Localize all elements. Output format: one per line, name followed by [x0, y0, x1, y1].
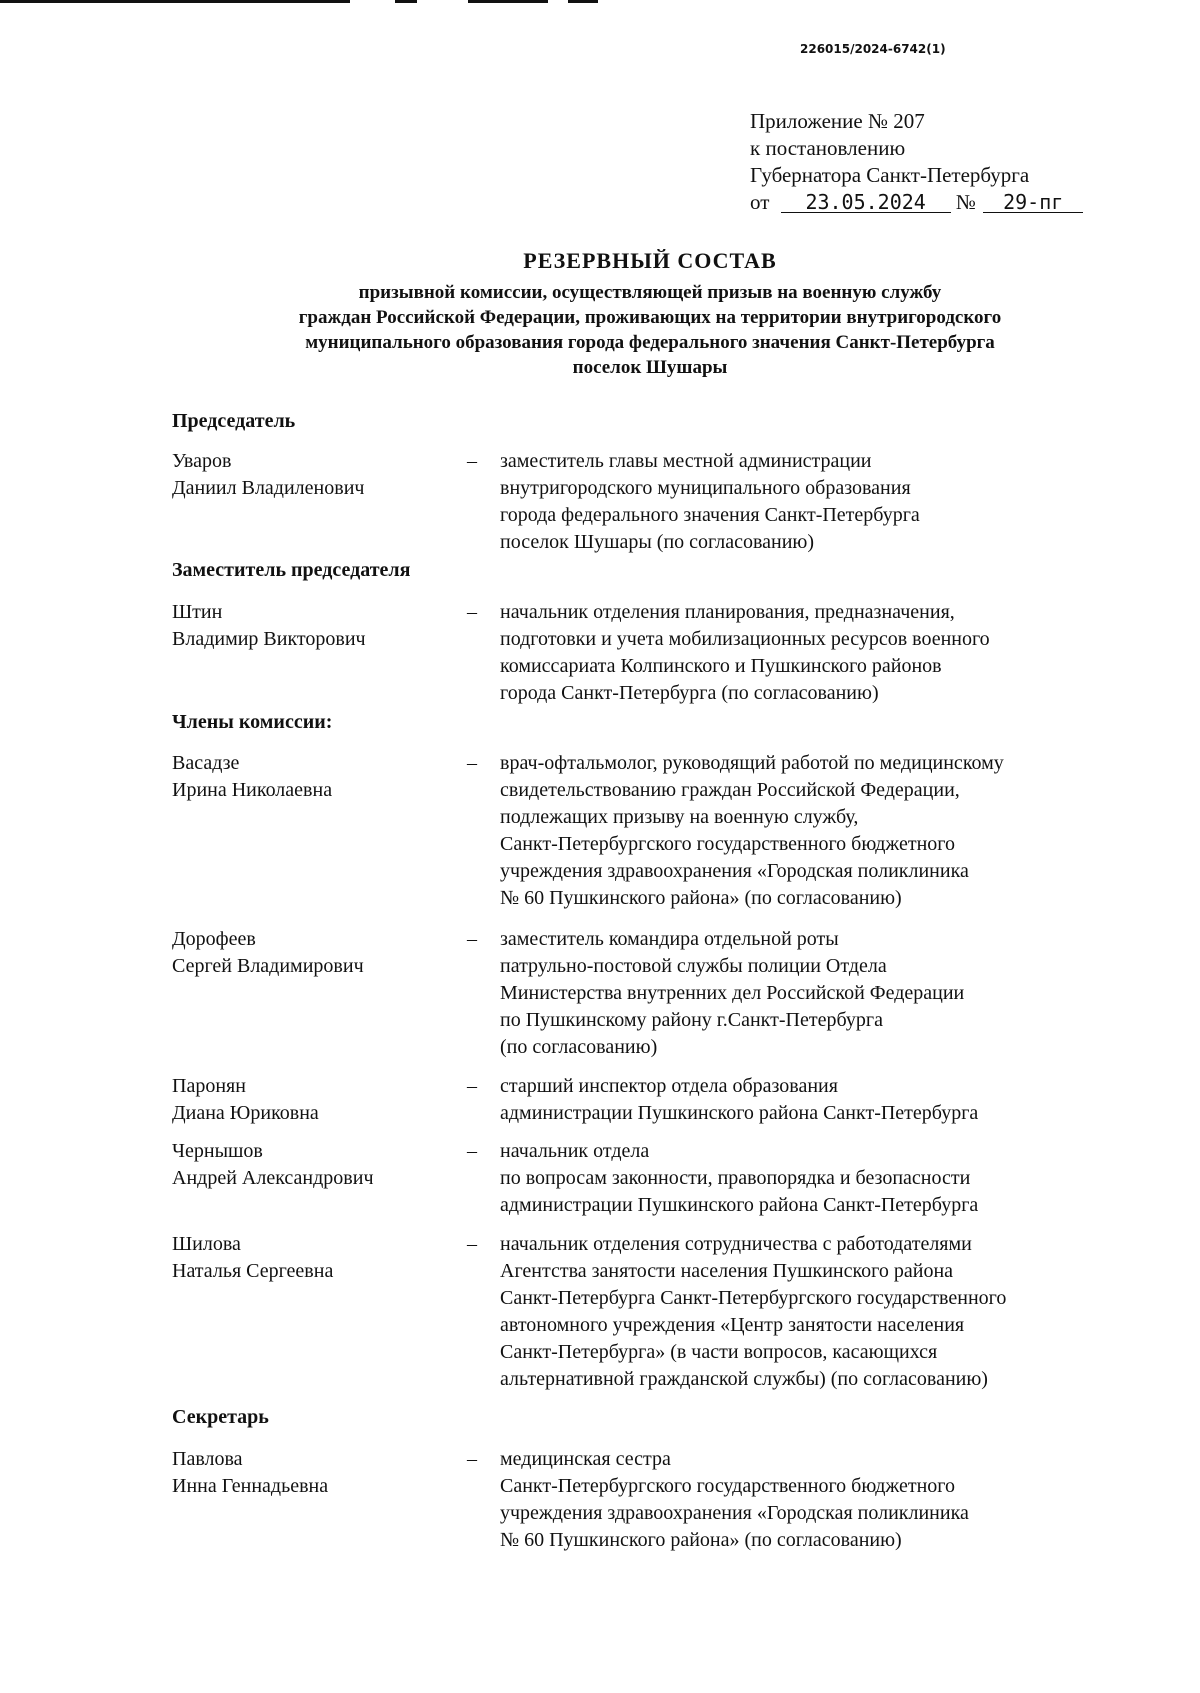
decree-date: 23.05.2024: [781, 190, 951, 213]
given-names: Инна Геннадьевна: [172, 1475, 329, 1497]
given-names: Владимир Викторович: [172, 628, 366, 650]
role-line: Министерства внутренних дел Российской Федерации: [500, 982, 965, 1004]
role-line: поселок Шушары (по согласованию): [500, 531, 815, 553]
role-line: администрации Пушкинского района Санкт-Петербурга: [500, 1194, 979, 1216]
member-role: [500, 1446, 1170, 1554]
subtitle-line: муниципального образования города федерального значения Санкт-Петербурга: [305, 332, 995, 353]
role-line: медицинская сестра: [500, 1448, 671, 1470]
role-line: города федерального значения Санкт-Петербурга: [500, 504, 920, 526]
role-line: № 60 Пушкинского района» (по согласованию): [500, 887, 902, 909]
member-role: [500, 926, 1170, 1061]
dash: –: [467, 601, 477, 623]
role-line: Санкт-Петербурга» (в части вопросов, касающихся: [500, 1341, 938, 1363]
appendix-line: Губернатора Санкт-Петербурга: [750, 163, 1030, 187]
role-line: Агентства занятости населения Пушкинского района: [500, 1260, 954, 1282]
surname: Васадзе: [172, 752, 240, 774]
dash: –: [467, 1140, 477, 1162]
dash: –: [467, 928, 477, 950]
role-line: Санкт-Петербургского государственного бюджетного: [500, 1475, 956, 1497]
given-names: Ирина Николаевна: [172, 779, 333, 801]
role-line: старший инспектор отдела образования: [500, 1075, 838, 1097]
role-line: начальник отделения сотрудничества с работодателями: [500, 1233, 972, 1255]
dash: –: [467, 752, 477, 774]
role-line: внутригородского муниципального образования: [500, 477, 911, 499]
role-line: альтернативной гражданской службы) (по согласованию): [500, 1368, 988, 1390]
surname: Шилова: [172, 1233, 241, 1255]
member-name: [172, 1138, 462, 1192]
member-name: [172, 599, 462, 653]
member-role: [500, 750, 1170, 912]
section-secretary: Секретарь: [172, 1406, 269, 1428]
role-line: администрации Пушкинского района Санкт-Петербурга: [500, 1102, 979, 1124]
role-line: по Пушкинскому району г.Санкт-Петербурга: [500, 1009, 883, 1031]
scan-artifact: [568, 0, 598, 3]
role-line: свидетельствованию граждан Российской Федерации,: [500, 779, 960, 801]
member-role: [500, 448, 1170, 556]
decree-number: 29-пг: [983, 190, 1083, 213]
subtitle-line: граждан Российской Федерации, проживающих на территории внутригородского: [298, 307, 1002, 328]
scan-artifact: [468, 0, 548, 3]
section-chairman: Председатель: [172, 410, 296, 432]
role-line: автономного учреждения «Центр занятости населения: [500, 1314, 965, 1336]
member-name: [172, 750, 462, 804]
title-main: РЕЗЕРВНЫЙ СОСТАВ: [523, 248, 777, 273]
role-line: заместитель главы местной администрации: [500, 450, 872, 472]
role-line: Санкт-Петербурга Санкт-Петербургского государственного: [500, 1287, 1007, 1309]
role-line: комиссариата Колпинского и Пушкинского районов: [500, 655, 942, 677]
surname: Чернышов: [172, 1140, 263, 1162]
given-names: Андрей Александрович: [172, 1167, 374, 1189]
role-line: врач-офтальмолог, руководящий работой по медицинскому: [500, 752, 1004, 774]
surname: Павлова: [172, 1448, 243, 1470]
section-members: Члены комиссии:: [172, 711, 333, 733]
role-line: заместитель командира отдельной роты: [500, 928, 839, 950]
surname: Штин: [172, 601, 223, 623]
surname: Паронян: [172, 1075, 246, 1097]
member-role: [500, 1073, 1170, 1127]
given-names: Диана Юриковна: [172, 1102, 319, 1124]
role-line: начальник отдела: [500, 1140, 650, 1162]
section-deputy: Заместитель председателя: [172, 559, 411, 581]
scan-artifact: [0, 0, 350, 3]
subtitle-line: поселок Шушары: [572, 357, 728, 378]
subtitle-line: призывной комиссии, осуществляющей призыв на военную службу: [358, 282, 942, 303]
dash: –: [467, 1448, 477, 1470]
dash: –: [467, 1233, 477, 1255]
role-line: города Санкт-Петербурга (по согласованию): [500, 682, 879, 704]
appendix-line: Приложение № 207: [750, 109, 925, 133]
role-line: патрульно-постовой службы полиции Отдела: [500, 955, 887, 977]
surname: Дорофеев: [172, 928, 256, 950]
dash: –: [467, 450, 477, 472]
appendix-block: [750, 108, 1110, 216]
given-names: Наталья Сергеевна: [172, 1260, 334, 1282]
decree-number-label: №: [955, 190, 976, 214]
member-role: [500, 1231, 1170, 1393]
title-subtitle: [150, 280, 1150, 380]
decree-prefix: от: [750, 190, 770, 214]
document-title: [150, 246, 1150, 380]
role-line: (по согласованию): [500, 1036, 658, 1058]
decree-line: [750, 190, 1083, 214]
role-line: учреждения здравоохранения «Городская поликлиника: [500, 860, 969, 882]
given-names: Даниил Владиленович: [172, 477, 365, 499]
member-name: [172, 448, 462, 502]
scan-artifact: [395, 0, 417, 3]
role-line: учреждения здравоохранения «Городская поликлиника: [500, 1502, 969, 1524]
given-names: Сергей Владимирович: [172, 955, 364, 977]
dash: –: [467, 1075, 477, 1097]
role-line: подлежащих призыву на военную службу,: [500, 806, 859, 828]
member-name: [172, 926, 462, 980]
role-line: начальник отделения планирования, предназначения,: [500, 601, 955, 623]
member-role: [500, 1138, 1170, 1219]
member-role: [500, 599, 1170, 707]
surname: Уваров: [172, 450, 232, 472]
role-line: подготовки и учета мобилизационных ресурсов военного: [500, 628, 990, 650]
member-name: [172, 1073, 462, 1127]
registration-number: 226015/2024-6742(1): [800, 42, 946, 56]
member-name: [172, 1231, 462, 1285]
role-line: по вопросам законности, правопорядка и безопасности: [500, 1167, 971, 1189]
role-line: № 60 Пушкинского района» (по согласованию): [500, 1529, 902, 1551]
appendix-line: к постановлению: [750, 136, 906, 160]
member-name: [172, 1446, 462, 1500]
role-line: Санкт-Петербургского государственного бюджетного: [500, 833, 956, 855]
